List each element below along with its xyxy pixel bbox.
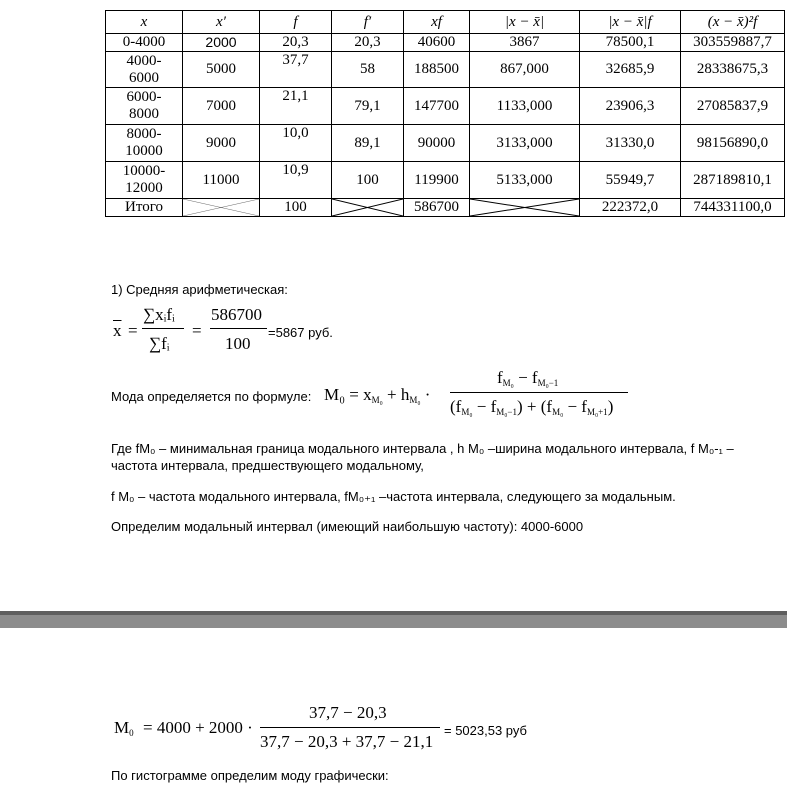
page-2: [0, 628, 787, 785]
subscript: 0: [129, 728, 134, 738]
mode-calc-expression: = 4000 + 2000 ·: [143, 718, 253, 737]
crossed-cell: [183, 199, 260, 217]
header-xf: xf: [404, 11, 470, 34]
table-row: [106, 162, 785, 199]
mode-rhs-mid: + h: [387, 385, 410, 404]
table-row: [106, 125, 785, 162]
f-symbol: f: [490, 397, 497, 416]
cell-deviation-f: 23906,3: [580, 88, 681, 125]
mean-result: =5867 руб.: [268, 325, 333, 340]
header-x-prime: x′: [183, 11, 260, 34]
header-x: x: [106, 11, 183, 34]
header-f: f: [260, 11, 332, 34]
cell-interval: 6000- 8000: [106, 88, 183, 125]
cell-deviation-f: 32685,9: [580, 52, 681, 88]
total-deviation-f: 222372,0: [580, 199, 681, 217]
f-symbol: f: [581, 397, 587, 416]
crossed-cell: [470, 199, 580, 217]
mode-fraction-numerator: $f_{M_0} - f_{M_0-1}$: [497, 368, 559, 388]
graphic-mode-line: По гистограмме определим моду графически:: [111, 768, 389, 783]
cell-xf: 90000: [404, 125, 470, 162]
mode-calc-lhs: [114, 718, 134, 738]
f-symbol: f: [531, 368, 538, 387]
cell-midpoint: 2000: [183, 34, 260, 52]
cell-deviation: 3867: [470, 34, 580, 52]
cell-deviation: 5133,000: [470, 162, 580, 199]
cell-frequency: 20,3: [260, 34, 332, 52]
subscript: M₀: [461, 407, 473, 417]
sum-numerator: ∑xᵢfᵢ: [143, 305, 175, 324]
numerator-value: 586700: [211, 305, 262, 324]
cell-squared: 28338675,3: [681, 52, 785, 88]
mode-fraction-denominator: $(f_{M_0} - f_{M_0-1}) + (f_{M_0} - f_{M_0+1})$: [450, 397, 614, 417]
total-xf: 586700: [404, 199, 470, 217]
explanation-line-1: Где fМ₀ – минимальная граница модального интервала , h М₀ –ширина модального интервала, f М₀-₁ –: [111, 441, 734, 456]
mode-calc-denominator: 37,7 − 20,3 + 37,7 − 21,1: [260, 732, 434, 751]
cell-interval: 4000- 6000: [106, 52, 183, 88]
subscript: M₀: [502, 378, 514, 388]
subscript: M₀+1: [586, 407, 608, 417]
cell-midpoint: 5000: [183, 52, 260, 88]
cell-xf: 188500: [404, 52, 470, 88]
f-symbol: f: [497, 368, 503, 387]
cell-squared: 27085837,9: [681, 88, 785, 125]
cell-interval: 0-4000: [106, 34, 183, 52]
f-symbol: f: [455, 397, 462, 416]
cell-cumulative: 58: [332, 52, 404, 88]
cell-squared: 98156890,0: [681, 125, 785, 162]
mean-symbol: $\overline{x}$: [113, 321, 122, 340]
subscript: M₀: [409, 395, 421, 405]
cell-midpoint: 7000: [183, 88, 260, 125]
cell-cumulative: 20,3: [332, 34, 404, 52]
table-row: [106, 88, 785, 125]
modal-interval-line: Определим модальный интервал (имеющий наибольшую частоту): 4000-6000: [111, 519, 584, 534]
subscript: M₀−1: [496, 407, 517, 417]
cell-xf: 147700: [404, 88, 470, 125]
frequency-table: [105, 10, 785, 217]
total-label: Итого: [106, 199, 183, 217]
total-squared: 744331100,0: [681, 199, 785, 217]
cell-interval: 10000- 12000: [106, 162, 183, 199]
cell-squared: 303559887,7: [681, 34, 785, 52]
cell-cumulative: 79,1: [332, 88, 404, 125]
header-abs-deviation: |x − x̄|: [470, 11, 580, 34]
section-title-mean: 1) Средняя арифметическая:: [111, 282, 288, 297]
table-total-row: [106, 199, 785, 217]
subscript: M₀: [371, 395, 383, 405]
equals-sign: =: [128, 321, 138, 340]
cell-xf: 119900: [404, 162, 470, 199]
mode-formula-start: $M_0 = x_{M_0} + h_{M_0}$ ·: [324, 385, 431, 405]
header-f-prime: f′: [332, 11, 404, 34]
fraction-bar: [450, 392, 628, 393]
fraction-bar: [142, 328, 184, 329]
crossed-cell: [332, 199, 404, 217]
page-separator: [0, 611, 787, 628]
cell-cumulative: 89,1: [332, 125, 404, 162]
cell-deviation-f: 78500,1: [580, 34, 681, 52]
explanation-line-3: f М₀ – частота модального интервала, fМ₀₊₁ –частота интервала, следующего за модальным.: [111, 489, 676, 504]
explanation-line-2: частота интервала, предшествующего модальному,: [111, 458, 424, 473]
cell-midpoint: 11000: [183, 162, 260, 199]
table-row: [106, 34, 785, 52]
f-symbol: f: [546, 397, 553, 416]
fraction-bar: [260, 727, 440, 728]
mode-rhs-start: = x: [349, 385, 372, 404]
cell-deviation-f: 55949,7: [580, 162, 681, 199]
subscript: M₀−1: [537, 378, 559, 388]
mode-calc-numerator: 37,7 − 20,3: [309, 703, 387, 722]
denominator-value: 100: [225, 334, 251, 353]
cell-frequency: 10,0: [260, 125, 332, 162]
cell-cumulative: 100: [332, 162, 404, 199]
table-header-row: [106, 11, 785, 34]
cell-frequency: 21,1: [260, 88, 332, 125]
cell-frequency: 10,9: [260, 162, 332, 199]
equals-sign: =: [192, 321, 202, 340]
total-frequency: 100: [260, 199, 332, 217]
cell-deviation-f: 31330,0: [580, 125, 681, 162]
mode-intro: Мода определяется по формуле:: [111, 389, 312, 404]
subscript: M₀: [552, 407, 564, 417]
cell-squared: 287189810,1: [681, 162, 785, 199]
mode-symbol: M₀: [324, 385, 346, 404]
table-row: [106, 52, 785, 88]
cell-xf: 40600: [404, 34, 470, 52]
fraction-bar: [210, 328, 267, 329]
header-abs-deviation-f: |x − x̄|f: [580, 11, 681, 34]
cell-midpoint: 9000: [183, 125, 260, 162]
cell-deviation: 867,000: [470, 52, 580, 88]
mode-symbol: M: [114, 718, 130, 737]
cell-deviation: 1133,000: [470, 88, 580, 125]
mode-calc-result: = 5023,53 руб: [444, 723, 527, 738]
cell-frequency: 37,7: [260, 52, 332, 88]
sum-denominator: ∑fᵢ: [149, 334, 170, 353]
cell-deviation: 3133,000: [470, 125, 580, 162]
cell-interval: 8000- 10000: [106, 125, 183, 162]
header-squared-deviation-f: (x − x̄)²f: [681, 11, 785, 34]
